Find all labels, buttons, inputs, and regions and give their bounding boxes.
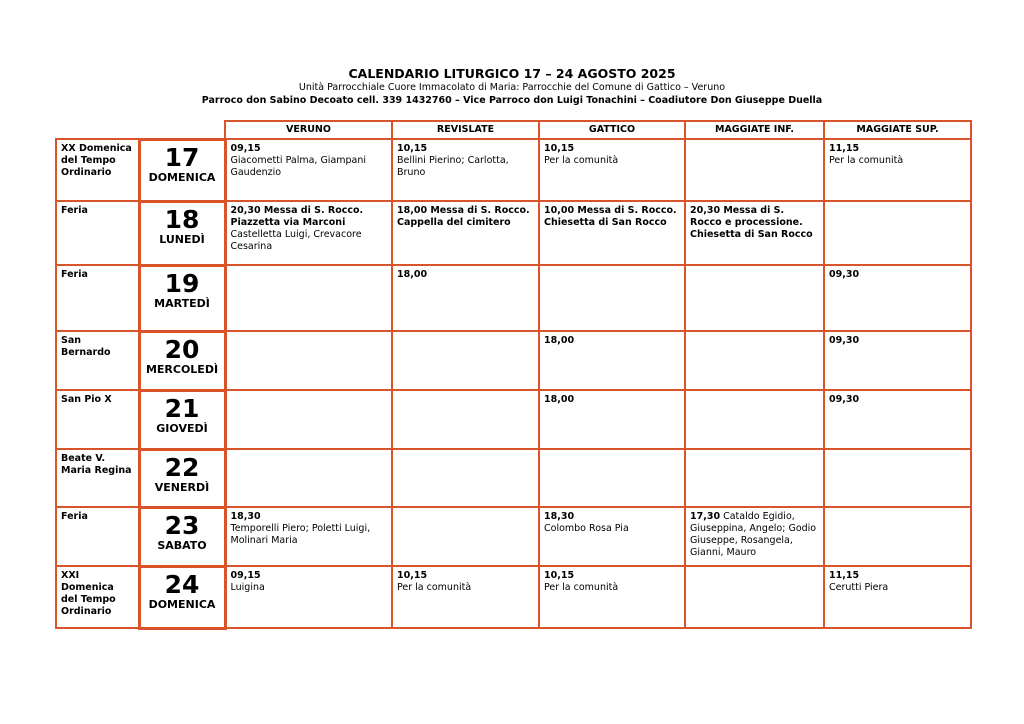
- mass-cell-gattico: [539, 566, 685, 628]
- day-name: GIOVEDÌ: [156, 421, 208, 435]
- feast-cell: San Pio X: [56, 390, 139, 449]
- mass-cell-gattico: [539, 331, 685, 390]
- mass-cell-gattico: [539, 390, 685, 449]
- mass-time: 17,30: [690, 511, 721, 522]
- mass-cell-maggiate-sup: [824, 265, 971, 331]
- day-cell: [139, 265, 225, 331]
- table-row: [56, 390, 971, 449]
- document-header: [0, 66, 1024, 107]
- day-number: 21: [164, 393, 200, 423]
- feast-cell: Feria: [56, 507, 139, 566]
- mass-time: 10,15: [544, 143, 575, 154]
- day-name: DOMENICA: [148, 170, 216, 184]
- mass-cell-veruno: [225, 265, 392, 331]
- mass-intention: Per la comunità: [544, 155, 619, 166]
- mass-cell-veruno: [225, 507, 392, 566]
- day-cell: [139, 201, 225, 265]
- mass-cell-veruno: [225, 139, 392, 201]
- day-number: 20: [164, 334, 200, 364]
- day-number: 19: [164, 268, 200, 298]
- day-number: 18: [164, 204, 200, 234]
- mass-cell-maggiate-sup: [824, 390, 971, 449]
- mass-cell-veruno: [225, 566, 392, 628]
- day-cell: [139, 507, 225, 566]
- mass-time: 09,15: [230, 570, 261, 581]
- column-header-maggiate-sup: MAGGIATE SUP.: [824, 121, 971, 139]
- table-row: [56, 139, 971, 201]
- mass-event: 10,00 Messa di S. Rocco. Chiesetta di San Rocco: [544, 205, 677, 228]
- feast-cell: San Bernardo: [56, 331, 139, 390]
- table-row: [56, 265, 971, 331]
- mass-cell-gattico: [539, 265, 685, 331]
- mass-time: 18,00: [397, 269, 428, 280]
- day-cell: [139, 331, 225, 390]
- mass-cell-maggiate-inf: [685, 507, 824, 566]
- mass-cell-maggiate-sup: [824, 566, 971, 628]
- mass-cell-veruno: [225, 449, 392, 507]
- mass-cell-gattico: [539, 139, 685, 201]
- column-header-gattico: GATTICO: [539, 121, 685, 139]
- mass-cell-gattico: [539, 507, 685, 566]
- mass-cell-maggiate-inf: [685, 139, 824, 201]
- feast-cell: Beate V. Maria Regina: [56, 449, 139, 507]
- column-header-veruno: VERUNO: [225, 121, 392, 139]
- day-number: 23: [164, 510, 200, 540]
- mass-cell-maggiate-sup: [824, 139, 971, 201]
- table-row: [56, 331, 971, 390]
- header-blank-day: [139, 121, 225, 139]
- mass-intention: Bellini Pierino; Carlotta, Bruno: [397, 155, 509, 178]
- mass-intention: Cataldo Egidio, Giuseppina, Angelo; Godio Giuseppe, Rosangela, Gianni, Mauro: [690, 511, 817, 558]
- mass-cell-maggiate-sup: [824, 201, 971, 265]
- day-cell: [139, 139, 225, 201]
- day-name: DOMENICA: [148, 597, 216, 611]
- mass-event: 18,00 Messa di S. Rocco. Cappella del cimitero: [397, 205, 530, 228]
- calendar-title: CALENDARIO LITURGICO 17 – 24 AGOSTO 2025: [348, 66, 676, 81]
- mass-cell-gattico: [539, 201, 685, 265]
- table-row: [56, 566, 971, 628]
- mass-cell-maggiate-inf: [685, 331, 824, 390]
- mass-cell-revislate: [392, 390, 539, 449]
- feast-cell: XXI Domenica del Tempo Ordinario: [56, 566, 139, 628]
- mass-time: 18,30: [230, 511, 261, 522]
- day-number: 17: [164, 142, 200, 172]
- mass-time: 10,15: [544, 570, 575, 581]
- mass-intention: Castelletta Luigi, Crevacore Cesarina: [230, 229, 362, 252]
- day-name: VENERDÌ: [154, 480, 210, 494]
- mass-cell-gattico: [539, 449, 685, 507]
- mass-cell-veruno: [225, 201, 392, 265]
- column-header-row: [56, 121, 971, 139]
- day-number: 24: [164, 569, 200, 599]
- calendar-body: [56, 139, 971, 628]
- mass-intention: Colombo Rosa Pia: [544, 523, 629, 534]
- mass-intention: Cerutti Piera: [829, 582, 889, 593]
- table-row: [56, 201, 971, 265]
- day-name: SABATO: [157, 538, 207, 552]
- feast-cell: Feria: [56, 265, 139, 331]
- mass-event: 20,30 Messa di S. Rocco. Piazzetta via Marconi: [230, 205, 364, 228]
- mass-intention: Luigina: [230, 582, 265, 593]
- mass-intention: Per la comunità: [829, 155, 904, 166]
- mass-time: 09,30: [829, 269, 860, 280]
- parish-unit-subtitle: Unità Parrocchiale Cuore Immacolato di Maria: Parrocchie del Comune di Gattico – Veruno: [298, 82, 726, 93]
- mass-cell-maggiate-sup: [824, 507, 971, 566]
- mass-cell-revislate: [392, 449, 539, 507]
- day-name: LUNEDÌ: [159, 232, 205, 246]
- mass-time: 11,15: [829, 143, 860, 154]
- mass-cell-maggiate-sup: [824, 331, 971, 390]
- header-blank-feast: [56, 121, 139, 139]
- mass-cell-maggiate-inf: [685, 449, 824, 507]
- mass-time: 09,30: [829, 394, 860, 405]
- mass-time: 18,00: [544, 335, 575, 346]
- mass-event: 20,30 Messa di S. Rocco e processione. Chiesetta di San Rocco: [690, 205, 813, 240]
- day-cell: [139, 566, 225, 628]
- mass-cell-revislate: [392, 331, 539, 390]
- column-header-maggiate-inf: MAGGIATE INF.: [685, 121, 824, 139]
- day-cell: [139, 390, 225, 449]
- mass-cell-revislate: [392, 139, 539, 201]
- mass-cell-maggiate-inf: [685, 566, 824, 628]
- mass-time: 18,30: [544, 511, 575, 522]
- liturgical-calendar-table: [55, 120, 972, 630]
- mass-time: 10,15: [397, 570, 428, 581]
- mass-intention: Giacometti Palma, Giampani Gaudenzio: [230, 155, 367, 178]
- mass-time: 18,00: [544, 394, 575, 405]
- mass-cell-maggiate-sup: [824, 449, 971, 507]
- mass-time: 09,30: [829, 335, 860, 346]
- column-header-revislate: REVISLATE: [392, 121, 539, 139]
- mass-intention: Temporelli Piero; Poletti Luigi, Molinari Maria: [230, 523, 371, 546]
- feast-cell: Feria: [56, 201, 139, 265]
- day-number: 22: [164, 452, 200, 482]
- mass-cell-veruno: [225, 331, 392, 390]
- table-row: [56, 507, 971, 566]
- day-name: MERCOLEDÌ: [145, 362, 219, 376]
- mass-time: 11,15: [829, 570, 860, 581]
- mass-time: 10,15: [397, 143, 428, 154]
- mass-cell-revislate: [392, 566, 539, 628]
- mass-cell-veruno: [225, 390, 392, 449]
- feast-cell: XX Domenica del Tempo Ordinario: [56, 139, 139, 201]
- table-row: [56, 449, 971, 507]
- mass-cell-maggiate-inf: [685, 390, 824, 449]
- mass-cell-maggiate-inf: [685, 201, 824, 265]
- mass-cell-maggiate-inf: [685, 265, 824, 331]
- clergy-contacts: Parroco don Sabino Decoato cell. 339 1432760 – Vice Parroco don Luigi Tonachini – Coadiutore Don Giuseppe Duella: [201, 95, 823, 106]
- mass-cell-revislate: [392, 265, 539, 331]
- mass-intention: Per la comunità: [397, 582, 472, 593]
- mass-cell-revislate: [392, 507, 539, 566]
- mass-time: 09,15: [230, 143, 261, 154]
- day-cell: [139, 449, 225, 507]
- mass-intention: Per la comunità: [544, 582, 619, 593]
- mass-cell-revislate: [392, 201, 539, 265]
- day-name: MARTEDÌ: [154, 296, 210, 310]
